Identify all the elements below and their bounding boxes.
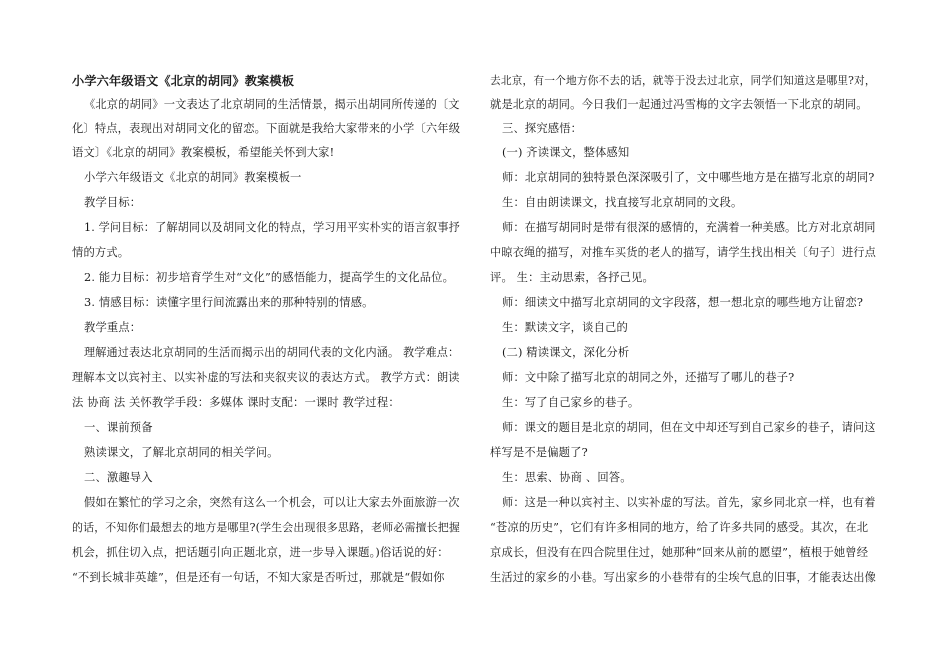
text-line: 2. 能力目标：初步培育学生对“文化”的感悟能力，提高学生的文化品位。 bbox=[84, 271, 455, 284]
text-line: 二、激趣导入 bbox=[84, 471, 153, 484]
text-line: 语文〕《北京的胡同》教案模板，希望能关怀到大家! bbox=[72, 146, 335, 159]
text-line: 小学六年级语文《北京的胡同》教案模板一 bbox=[84, 171, 302, 184]
text-line: 生：思索、协商 、回答。 bbox=[502, 471, 632, 484]
text-line: 师：课文的题目是北京的胡同，但在文中却还写到自己家乡的巷子，请问这 bbox=[502, 421, 876, 434]
text-line: 中晾衣绳的描写，对推车买货的老人的描写，请学生找出相关〔句子〕进行点 bbox=[490, 246, 877, 259]
document-title: 小学六年级语文《北京的胡同》教案模板 bbox=[72, 74, 295, 88]
text-line: 样写是不是偏题了? bbox=[490, 446, 588, 459]
text-line: 假如在繁忙的学习之余，突然有这么一个机会，可以让大家去外面旅游一次 bbox=[84, 496, 460, 509]
text-line: 去北京，有一个地方你不去的话，就等于没去过北京，同学们知道这是哪里?对， bbox=[490, 74, 876, 87]
text-line: 就是北京的胡同。今日我们一起通过冯雪梅的文字去领悟一下北京的胡同。 bbox=[490, 98, 868, 111]
text-line: (一) 齐读课文，整体感知 bbox=[502, 146, 630, 159]
text-line: 三、探究感悟： bbox=[502, 122, 583, 135]
text-line: 师：北京胡同的独特景色深深吸引了，文中哪些地方是在描写北京的胡同? bbox=[502, 171, 875, 184]
text-line: 3. 情感目标：读懂字里行间流露出来的那种特别的情感。 bbox=[84, 296, 374, 309]
text-line: 的话，不知你们最想去的地方是哪里?(学生会出现很多思路，老师必需擅长把握 bbox=[72, 521, 460, 534]
text-line: 生活过的家乡的小巷。写出家乡的小巷带有的尘埃气息的旧事，才能表达出像 bbox=[490, 571, 877, 584]
text-line: 机会，抓住切入点，把话题引向正题北京，进一步导入课题。)俗话说的好： bbox=[72, 546, 449, 559]
text-line: 一、课前预备 bbox=[84, 421, 153, 434]
text-line: 生：写了自己家乡的巷子。 bbox=[502, 396, 640, 409]
text-line: 教学目标： bbox=[84, 196, 142, 209]
text-line: 情的方式。 bbox=[72, 246, 130, 259]
text-line: 化〕特点，表现出对胡同文化的留恋。下面就是我给大家带来的小学〔六年级 bbox=[72, 122, 461, 135]
text-line: 法 协商 法 关怀教学手段：多媒体 课时支配：一课时 教学过程： bbox=[72, 396, 400, 409]
text-line: 1. 学问目标：了解胡同以及胡同文化的特点，学习用平实朴实的语言叙事抒 bbox=[84, 221, 460, 234]
text-line: 师：细读文中描写北京胡同的文字段落，想一想北京的哪些地方让留恋? bbox=[502, 296, 864, 309]
text-line: 教学重点： bbox=[84, 321, 142, 334]
text-line: 京成长，但没有在四合院里住过，她那种“回来从前的愿望”，植根于她曾经 bbox=[490, 546, 869, 559]
text-line: 师：这是一种以宾衬主、以实补虚的写法。首先，家乡同北京一样，也有着 bbox=[502, 496, 876, 509]
text-line: 熟读课文，了解北京胡同的相关学问。 bbox=[84, 446, 279, 459]
text-line: 生：默读文字，谈自己的 bbox=[502, 321, 628, 334]
text-line: “苍凉的历史”，它们有许多相同的地方，给了许多共同的感受。其次，在北 bbox=[490, 521, 869, 534]
text-line: 理解本文以宾衬主、以实补虚的写法和夹叙夹议的表达方式。 教学方式：朗读 bbox=[72, 371, 460, 384]
text-line: 师：文中除了描写北京的胡同之外，还描写了哪儿的巷子? bbox=[502, 371, 795, 384]
text-line: 《北京的胡同》一文表达了北京胡同的生活情景，揭示出胡同所传递的〔文 bbox=[84, 98, 460, 111]
text-line: 评。 生：主动思索，各抒己见。 bbox=[490, 271, 654, 284]
text-line: (二) 精读课文，深化分析 bbox=[502, 346, 630, 359]
text-line: 理解通过表达北京胡同的生活而揭示出的胡同代表的文化内涵。 教学难点： bbox=[84, 346, 460, 359]
text-line: 生：自由朗读课文，找直接写北京胡同的文段。 bbox=[502, 196, 743, 209]
text-line: “不到长城非英雄”，但是还有一句话，不知大家是否听过，那就是“假如你 bbox=[72, 571, 445, 584]
text-line: 师：在描写胡同时是带有很深的感情的，充满着一种美感。比方对北京胡同 bbox=[502, 221, 876, 234]
